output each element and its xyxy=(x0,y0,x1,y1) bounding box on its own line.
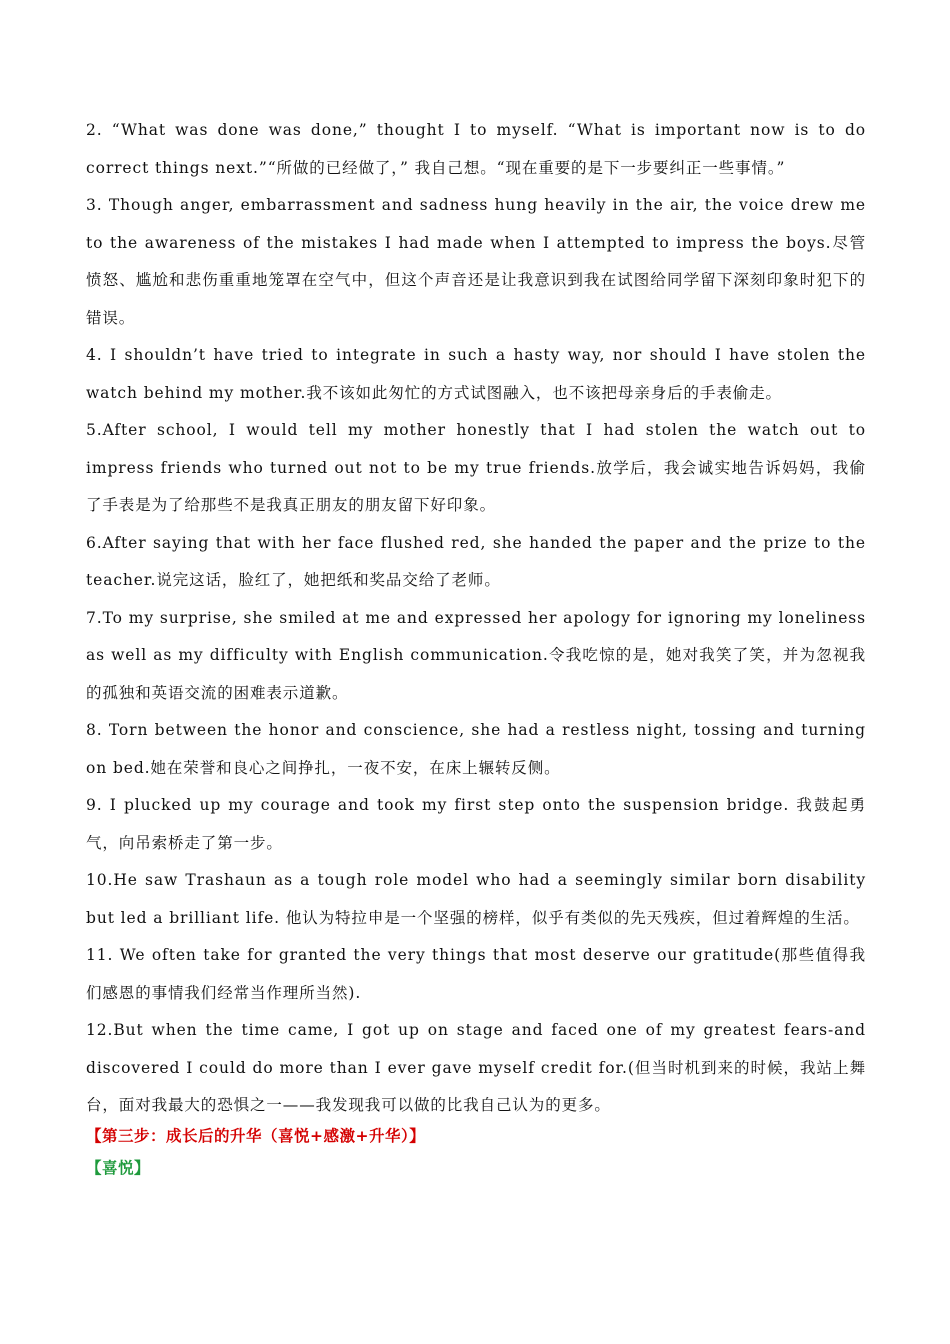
sentence-7 xyxy=(86,600,866,713)
sentence-3-en: 3. Though anger, embarrassment and sadness hung heavily in the air, the voice drew me to the awareness of the mistakes I had made when I attempted to impress the boys. xyxy=(86,196,866,252)
sentence-11-en: 11. We often take for granted the very things that most deserve our gratitude xyxy=(86,946,775,964)
sentence-11-zh: (那些值得我们感恩的事情我们经常当作理所当然). xyxy=(86,946,867,1002)
sentence-12-zh: (但当时机到来的时候，我站上舞台，面对我最大的恐惧之一——我发现我可以做的比我自己认为的更多。 xyxy=(86,1058,866,1114)
sentence-5-en: 5.After school, I would tell my mother honestly that I had stolen the watch out to impress friends who turned out not to be my true friends. xyxy=(86,421,866,477)
sentence-6 xyxy=(86,525,866,600)
sentence-8-zh: 她在荣誉和良心之间挣扎，一夜不安，在床上辗转反侧。 xyxy=(150,758,561,777)
sentence-9 xyxy=(86,787,866,862)
sentence-6-zh: 说完这话，脸红了，她把纸和奖品交给了老师。 xyxy=(156,571,501,589)
sentence-4-en: 4. I shouldn’t have tried to integrate in such a hasty way, nor should I have stolen the watch behind my mother. xyxy=(86,346,866,402)
sentence-12 xyxy=(86,1012,866,1125)
sentence-10 xyxy=(86,862,866,937)
sentence-2-zh: “所做的已经做了，” 我自己想。“现在重要的是下一步要纠正一些事情。” xyxy=(267,158,786,177)
sentence-2-en: 2. “What was done was done,” thought I to myself. “What is important now is to do correct things next.” xyxy=(86,121,866,177)
sentence-7-en: 7.To my surprise, she smiled at me and expressed her apology for ignoring my loneliness as well as my difficulty with English communication. xyxy=(86,608,866,664)
sentence-7-zh: 令我吃惊的是，她对我笑了笑，并为忽视我的孤独和英语交流的困难表示道歉。 xyxy=(86,646,867,702)
joy-subheading: 【喜悦】 xyxy=(86,1158,151,1177)
sentence-8-en: 8. Torn between the honor and conscience, she had a restless night, tossing and turning on bed. xyxy=(86,721,866,777)
sentence-12-en: 12.But when the time came, I got up on stage and faced one of my greatest fears-and discovered I could do more than I ever gave myself credit for. xyxy=(86,1021,866,1077)
sentence-6-en: 6.After saying that with her face flushed red, she handed the paper and the prize to the teacher. xyxy=(86,533,866,589)
document-page xyxy=(86,112,866,1183)
sentence-10-zh: 他认为特拉申是一个坚强的榜样，似乎有类似的先天残疾，但过着辉煌的生活。 xyxy=(280,908,860,927)
sentence-9-en: 9. I plucked up my courage and took my first step onto the suspension bridge. xyxy=(86,796,790,814)
sentence-4 xyxy=(86,337,866,412)
step-three-heading: 【第三步：成长后的升华（喜悦+感激+升华）】 xyxy=(86,1126,426,1145)
sentence-2 xyxy=(86,112,866,187)
sentence-8 xyxy=(86,712,866,787)
sentence-3 xyxy=(86,187,866,337)
sentence-5-zh: 放学后，我会诚实地告诉妈妈，我偷了手表是为了给那些不是我真正朋友的朋友留下好印象。 xyxy=(86,458,867,514)
sentence-3-zh: 尽管愤怒、尴尬和悲伤重重地笼罩在空气中，但这个声音还是让我意识到我在试图给同学留下深刻印象时犯下的错误。 xyxy=(86,233,866,327)
sentence-9-zh: 我鼓起勇气，向吊索桥走了第一步。 xyxy=(86,796,866,852)
sentence-4-zh: 我不该如此匆忙的方式试图融入，也不该把母亲身后的手表偷走。 xyxy=(306,383,782,402)
sentence-10-en: 10.He saw Trashaun as a tough role model who had a seemingly similar born disability but led a brilliant life. xyxy=(86,871,866,927)
sentence-11 xyxy=(86,937,866,1012)
sentence-5 xyxy=(86,412,866,525)
